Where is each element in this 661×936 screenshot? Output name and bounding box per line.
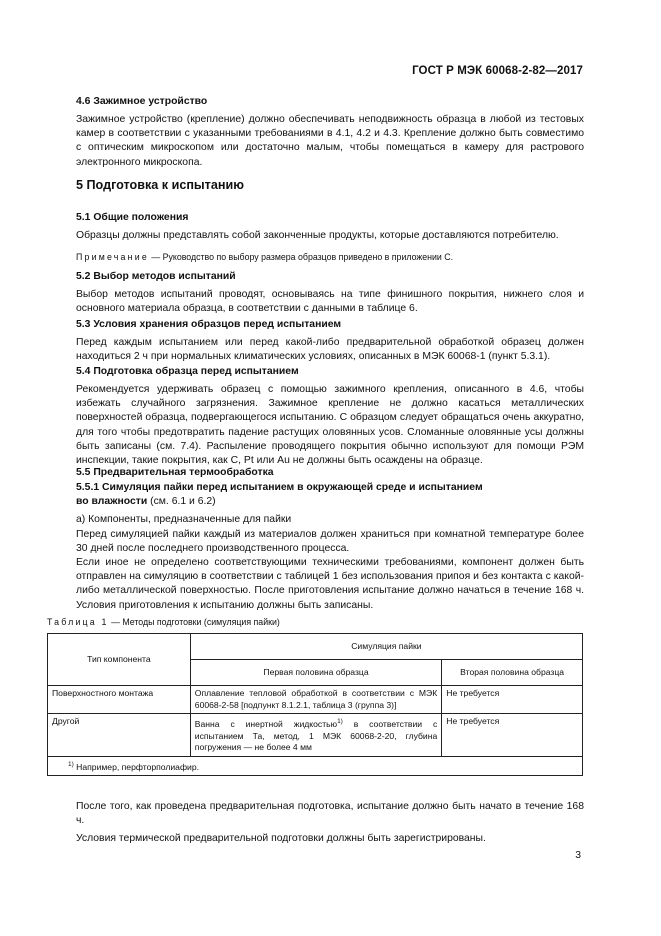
section-heading: 5.5 Предварительная термообработка	[76, 467, 274, 478]
footnote-text: Например, перфторполиафир.	[73, 761, 199, 772]
table-cell	[190, 714, 441, 757]
section-5	[76, 177, 584, 193]
note-label: Примечание	[76, 252, 149, 263]
table-cell: Не требуется	[442, 686, 583, 714]
document-header: ГОСТ Р МЭК 60068-2-82—2017	[412, 65, 583, 77]
heading-bold-2: во влажности	[76, 496, 148, 508]
closing-paragraphs	[76, 800, 584, 847]
section-heading: 5.1 Общие положения	[76, 212, 189, 223]
table-cell: Оплавление тепловой обработкой в соответствии с МЭК 60068-2-58 [подпункт 8.1.2.1, таблица 3 (группа 3)]	[190, 686, 441, 714]
paragraph: Перед каждым испытанием или перед какой-либо предварительной обработкой образец должен находиться 2 ч при нормальных климатических условиях, описанных в МЭК 60068-1 (пункт 5.3.1).	[76, 337, 584, 363]
paragraph: Перед симуляцией пайки каждый из материалов должен храниться при комнатной температуре более 30 дней после последнего производственного процесса.	[76, 528, 584, 554]
table-caption-text: — Методы подготовки (симуляция пайки)	[108, 617, 280, 627]
cell-text: в соответствии с испытанием Та, метод, 1 МЭК 60068-2-20, глубина погружения — не более 4 мм	[194, 719, 438, 753]
table-caption	[47, 616, 280, 628]
paragraph: Если иное не определено соответствующими техническими требованиями, компонент должен быть отправлен на симуляцию в соответствии с таблицей 1 без использования припоя и без контакта с какой-либо металлической поверхностью. После приготовления испытание должно начаться в течение 168 ч. Условия приготовления к испытанию должны быть записаны.	[76, 557, 584, 611]
column-header-simulation: Симуляция пайки	[190, 634, 582, 660]
paragraph: Выбор методов испытаний проводят, основываясь на типе финишного покрытия, нижнего слоя и основного материала образца, в соответствии с данными в таблице 6.	[76, 289, 584, 315]
section-5-2	[76, 270, 584, 316]
column-header-first-half: Первая половина образца	[190, 660, 441, 686]
subsection-heading	[76, 481, 584, 509]
table-1	[47, 633, 583, 776]
table-row	[48, 714, 583, 757]
table-footnote-row	[48, 756, 583, 775]
column-header-second-half: Вторая половина образца	[442, 660, 583, 686]
section-4-6	[76, 95, 584, 170]
footnote-ref: 1)	[337, 718, 343, 726]
section-heading: 5.4 Подготовка образца перед испытанием	[76, 366, 299, 377]
section-5-3	[76, 318, 584, 364]
section-heading: 5.2 Выбор методов испытаний	[76, 271, 236, 282]
paragraph: Рекомендуется удерживать образец с помощью зажимного крепления, описанного в 4.6, чтобы избежать случайного загрязнения. Зажимное крепление не должно касаться металлических поверхностей образца, подвергающегося испытанию. С образцом следует обращаться очень аккуратно, для того чтобы предотвратить падение растущих оловянных усов. Сломанные оловянные усы должны быть записаны (см. 7.4). Распыление проводящего покрытия обычно используют для помощи РЭМ инспекции, такие покрытия, как С, Pt или Au не должны быть осаждены на образце.	[76, 384, 584, 467]
table-caption-label: Таблица 1	[47, 617, 109, 627]
paragraph: Условия термической предварительной подготовки должны быть зарегистрированы.	[76, 833, 486, 845]
table-cell: Другой	[48, 714, 191, 757]
heading-bold-1: 5.5.1 Симуляция пайки перед испытанием в окружающей среде и испытанием	[76, 482, 483, 493]
chapter-heading: 5 Подготовка к испытанию	[76, 178, 244, 192]
paragraph: Зажимное устройство (крепление) должно обеспечивать неподвижность образца в любой из тестовых камер в соответствии с указанными требованиями в 4.1, 4.2 и 4.3. Крепление должно быть совместимо с оптическим микроскопом или достаточно малым, чтобы помещаться в камеру для растрового электронного микроскопа.	[76, 114, 584, 168]
heading-ref: (см. 6.1 и 6.2)	[147, 496, 216, 508]
paragraph: После того, как проведена предварительная подготовка, испытание должно быть начато в течение 168 ч.	[76, 801, 584, 827]
section-5-5-1	[76, 481, 584, 613]
section-5-4	[76, 365, 584, 468]
list-item: а) Компоненты, предназначенные для пайки	[76, 514, 292, 526]
note	[76, 251, 584, 263]
table-footnote	[48, 756, 583, 775]
section-5-5	[76, 466, 584, 480]
table-row	[48, 686, 583, 714]
paragraph: Образцы должны представлять собой законченные продукты, которые доставляются потребителю.	[76, 230, 559, 241]
section-5-1	[76, 211, 584, 263]
page-number: 3	[575, 850, 581, 861]
section-heading: 4.6 Зажимное устройство	[76, 96, 208, 107]
section-heading: 5.3 Условия хранения образцов перед испытанием	[76, 319, 342, 330]
note-text: — Руководство по выбору размера образцов приведено в приложении С.	[148, 252, 454, 263]
table-cell: Не требуется	[442, 714, 583, 757]
cell-text: Ванна с инертной жидкостью	[194, 719, 338, 730]
footnote-mark: 1)	[68, 760, 74, 768]
table-cell: Поверхностного монтажа	[48, 686, 191, 714]
column-header-type: Тип компонента	[48, 634, 191, 686]
